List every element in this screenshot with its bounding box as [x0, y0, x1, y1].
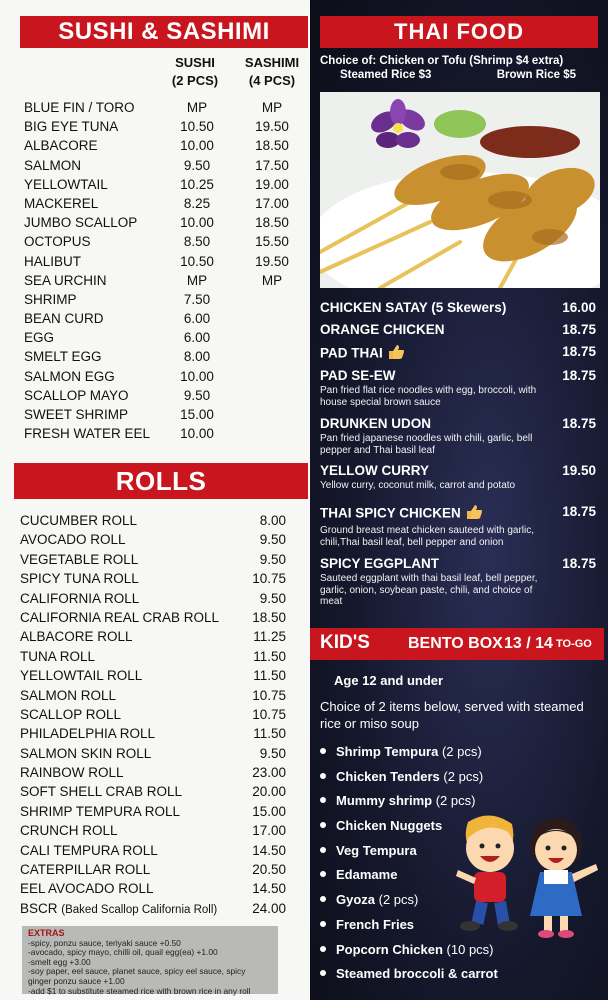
roll-item-row	[20, 880, 286, 899]
roll-name-wrap	[20, 552, 138, 567]
item-name: SWEET SHRIMP	[24, 407, 129, 422]
kids-item-name: Steamed broccoli & carrot	[336, 966, 498, 982]
sushi-price: 7.50	[183, 291, 211, 307]
thai-item-name	[320, 463, 596, 479]
roll-price: 17.00	[252, 823, 286, 839]
roll-name-wrap	[20, 804, 180, 819]
age-limit: Age 12 and under	[334, 673, 444, 688]
thai-item-label: DRUNKEN UDON	[320, 416, 431, 431]
roll-name: PHILADELPHIA ROLL	[20, 726, 156, 742]
roll-name: VEGETABLE ROLL	[20, 551, 139, 567]
thumbs-up-icon	[387, 344, 405, 364]
thai-item-label: CHICKEN SATAY (5 Skewers)	[320, 300, 507, 315]
kids-item-name: Shrimp Tempura	[336, 744, 439, 759]
sushi-item-row	[24, 195, 304, 214]
thai-menu-item	[320, 463, 596, 492]
sushi-price: 9.50	[183, 387, 211, 403]
sashimi-price: 18.50	[255, 215, 289, 231]
roll-subtitle: (Baked Scallop California Roll)	[61, 903, 218, 916]
item-name: BEAN CURD	[24, 311, 104, 327]
extras-box	[22, 926, 278, 994]
bullet-icon	[320, 748, 326, 754]
thai-item-name	[320, 368, 596, 384]
kids-item-name: Gyoza	[336, 892, 376, 908]
sushi-item-row	[24, 233, 304, 252]
sushi-header-pcs: (2 PCS)	[171, 73, 219, 88]
thai-item-description: Sauteed eggplant with thai basil leaf, bell pepper, garlic, onion, soybean paste, chili, and choice of meat	[320, 573, 538, 607]
brown-rice-price: Brown Rice $5	[496, 69, 576, 81]
thai-item-price: 19.50	[562, 463, 596, 478]
thai-item-name	[320, 344, 596, 364]
thai-item-description: Pan fried japanese noodles with chili, garlic, bell pepper and Thai basil leaf	[320, 433, 533, 456]
sushi-item-row	[24, 157, 304, 176]
roll-name-wrap	[20, 901, 217, 916]
roll-item-row	[20, 667, 286, 686]
sushi-item-row	[24, 348, 304, 367]
roll-item-row	[20, 531, 286, 550]
extras-lines	[28, 939, 272, 997]
roll-price: 18.50	[252, 609, 286, 625]
sushi-list	[24, 99, 304, 444]
item-name: MACKEREL	[24, 195, 99, 211]
roll-name-wrap	[20, 513, 137, 528]
sashimi-price: 15.50	[255, 234, 289, 250]
roll-name-wrap	[20, 784, 182, 799]
item-name: JUMBO SCALLOP	[24, 215, 138, 231]
sushi-item-row	[24, 291, 304, 310]
thai-item-description: Pan fried flat rice noodles with egg, broccoli, with house special brown sauce	[320, 385, 537, 408]
kids-item-qty: (2 pcs)	[435, 793, 476, 809]
thai-menu-item	[320, 344, 596, 364]
roll-name-wrap	[20, 843, 158, 858]
sushi-price: 10.25	[180, 176, 214, 192]
roll-name: SCALLOP ROLL	[20, 706, 122, 722]
roll-name-wrap	[20, 881, 154, 896]
roll-name: CATERPILLAR ROLL	[20, 862, 151, 878]
sushi-item-row	[24, 272, 304, 291]
sashimi-price: 17.50	[255, 157, 289, 173]
sashimi-price: 17.00	[255, 195, 289, 211]
sushi-sashimi-banner: SUSHI & SASHIMI	[20, 16, 308, 48]
sushi-price: 10.00	[180, 215, 214, 231]
kids-item-row	[320, 742, 520, 767]
kids-item-name-wrap	[336, 744, 482, 759]
thumbs-up-icon	[465, 504, 483, 524]
sushi-item-row	[24, 310, 304, 329]
item-name: SEA URCHIN	[24, 272, 107, 288]
roll-item-row	[20, 783, 286, 802]
roll-name: BSCR	[20, 900, 58, 916]
extras-line: -smelt egg +3.00	[28, 956, 91, 967]
roll-price: 20.50	[252, 862, 286, 878]
roll-name: TUNA ROLL	[20, 648, 96, 664]
thai-item-label: PAD THAI	[320, 345, 383, 361]
thai-item-label: THAI SPICY CHICKEN	[320, 505, 461, 521]
item-name: FRESH WATER EEL	[24, 426, 151, 442]
thai-item-price: 16.00	[562, 300, 596, 315]
thai-item-label: YELLOW CURRY	[320, 463, 429, 478]
thai-item-description: Ground breast meat chicken sauteed with garlic, chili,Thai basil leaf, bell pepper and onion	[320, 525, 534, 548]
roll-name: RAINBOW ROLL	[20, 765, 124, 781]
roll-name: CALIFORNIA REAL CRAB ROLL	[20, 609, 220, 625]
sashimi-price: 18.50	[255, 138, 289, 154]
roll-price: 9.50	[259, 532, 286, 548]
sushi-item-row	[24, 137, 304, 156]
thai-item-name	[320, 322, 596, 338]
item-name: YELLOWTAIL	[24, 176, 108, 192]
kids-item-row	[320, 767, 520, 792]
to-go-label: TO-GO	[556, 638, 592, 650]
protein-choice-text: Choice of: Chicken or Tofu (Shrimp $4 extra)	[320, 55, 564, 67]
kids-item-name-wrap	[336, 793, 475, 808]
thai-item-name	[320, 556, 596, 572]
roll-price: 14.50	[252, 881, 286, 897]
thai-item-price: 18.75	[562, 368, 596, 383]
bullet-icon	[320, 970, 326, 976]
roll-price: 11.50	[253, 726, 286, 742]
rolls-list	[20, 512, 286, 919]
sushi-price: 10.50	[180, 119, 214, 135]
sushi-price: MP	[186, 100, 208, 115]
item-name: HALIBUT	[24, 253, 82, 269]
sushi-item-row	[24, 118, 304, 137]
roll-item-row	[20, 842, 286, 861]
sushi-item-row	[24, 387, 304, 406]
kids-item-qty: (10 pcs)	[446, 941, 494, 957]
item-name: SMELT EGG	[24, 349, 102, 365]
roll-price: 10.75	[252, 571, 286, 587]
roll-item-row	[20, 590, 286, 609]
bullet-icon	[320, 946, 326, 952]
roll-name-wrap	[20, 610, 219, 625]
thai-menu-item	[320, 322, 596, 338]
roll-price: 20.00	[252, 784, 286, 800]
roll-item-row	[20, 648, 286, 667]
thai-item-price: 18.75	[562, 504, 596, 519]
bullet-icon	[320, 822, 326, 828]
thai-item-name	[320, 416, 596, 432]
sushi-item-row	[24, 406, 304, 425]
roll-name: SPICY TUNA ROLL	[20, 571, 139, 587]
bullet-icon	[320, 871, 326, 877]
sashimi-price: 19.50	[255, 253, 289, 269]
roll-price: 9.50	[259, 745, 286, 761]
roll-name-wrap	[20, 532, 126, 547]
roll-name: ALBACORE ROLL	[20, 629, 133, 645]
thai-item-label: PAD SE-EW	[320, 368, 396, 383]
sushi-item-row	[24, 99, 304, 118]
item-name: BIG EYE TUNA	[24, 119, 119, 135]
roll-price: 15.00	[252, 803, 286, 819]
roll-name-wrap	[20, 726, 155, 741]
roll-item-row	[20, 822, 286, 841]
sushi-price: 10.00	[180, 426, 214, 442]
kids-item-qty: (2 pcs)	[441, 744, 482, 759]
sushi-item-row	[24, 214, 304, 233]
kids-item-name-wrap	[336, 843, 417, 858]
bento-box-title: BENTO BOX	[408, 635, 503, 652]
rolls-banner: ROLLS	[14, 463, 308, 499]
kids-item-name: Mummy shrimp	[336, 793, 433, 809]
kids-item-qty: (2 pcs)	[443, 768, 484, 784]
kids-item-name-wrap	[336, 769, 483, 784]
roll-price: 9.50	[259, 590, 286, 606]
chicken-satay-photo	[320, 92, 600, 288]
extras-title: EXTRAS	[28, 928, 65, 938]
kids-item-name: Edamame	[336, 867, 398, 883]
roll-item-row	[20, 687, 286, 706]
kids-item-row	[320, 964, 520, 989]
kids-description: Choice of 2 items below, served with steamed rice or miso soup	[320, 699, 584, 731]
extras-line: -avocado, spicy mayo, chilli oil, quail egg(ea) +1.00	[28, 947, 218, 958]
thai-item-price: 18.75	[562, 556, 596, 571]
roll-item-row	[20, 609, 286, 628]
thai-menu-item	[320, 416, 596, 456]
item-name: SHRIMP	[24, 291, 77, 307]
roll-price: 10.75	[252, 706, 286, 722]
item-name: OCTOPUS	[24, 234, 91, 250]
kids-item-name-wrap	[336, 892, 418, 907]
roll-name-wrap	[20, 823, 118, 838]
roll-name-wrap	[20, 668, 142, 683]
roll-name: SHRIMP TEMPURA ROLL	[20, 803, 181, 819]
thai-item-price: 18.75	[562, 322, 596, 337]
sashimi-price: MP	[261, 100, 283, 115]
roll-name-wrap	[20, 629, 133, 644]
thai-menu-item	[320, 504, 596, 548]
kids-title: KID'S	[320, 632, 370, 653]
roll-price: 8.00	[259, 513, 286, 528]
kids-item-name-wrap	[336, 818, 442, 833]
roll-price: 24.00	[252, 900, 286, 916]
roll-item-row	[20, 861, 286, 880]
sashimi-price: 19.50	[255, 119, 289, 135]
thai-item-name	[320, 300, 596, 316]
roll-name: CUCUMBER ROLL	[20, 513, 138, 528]
roll-name-wrap	[20, 746, 151, 761]
bullet-icon	[320, 847, 326, 853]
sushi-item-row	[24, 368, 304, 387]
steamed-rice-price: Steamed Rice $3	[340, 69, 432, 81]
sushi-item-row	[24, 253, 304, 272]
roll-name: AVOCADO ROLL	[20, 532, 126, 548]
extras-line: ginger ponzu sauce +1.00	[28, 975, 125, 986]
roll-price: 10.75	[252, 687, 286, 703]
roll-price: 9.50	[259, 551, 286, 567]
sushi-price: 10.00	[180, 138, 214, 154]
roll-item-row	[20, 551, 286, 570]
thai-item-price: 18.75	[562, 416, 596, 431]
bullet-icon	[320, 773, 326, 779]
sushi-item-row	[24, 329, 304, 348]
sushi-header-label: SUSHI	[175, 55, 215, 70]
sushi-price: 6.00	[183, 311, 211, 327]
roll-name: SALMON SKIN ROLL	[20, 745, 152, 761]
roll-name: EEL AVOCADO ROLL	[20, 881, 154, 897]
thai-item-label: SPICY EGGPLANT	[320, 556, 440, 571]
item-name: BLUE FIN / TORO	[24, 100, 135, 115]
sashimi-column-header	[240, 54, 304, 90]
sushi-price: 15.00	[180, 407, 214, 422]
roll-item-row	[20, 745, 286, 764]
roll-price: 14.50	[252, 842, 286, 858]
roll-name-wrap	[20, 571, 139, 586]
sushi-price: 10.50	[180, 253, 214, 269]
sushi-price: 8.50	[183, 234, 211, 250]
item-name: SALMON	[24, 157, 82, 173]
kids-item-name-wrap	[336, 966, 498, 981]
roll-item-row	[20, 570, 286, 589]
thai-menu-item	[320, 368, 596, 408]
kids-item-name: French Fries	[336, 916, 415, 932]
sushi-price: 8.25	[183, 195, 211, 211]
thai-item-description: Yellow curry, coconut milk, carrot and potato	[320, 480, 516, 491]
roll-name-wrap	[20, 688, 116, 703]
bullet-icon	[320, 797, 326, 803]
roll-price: 11.25	[253, 629, 286, 645]
kids-item-name-wrap	[336, 867, 397, 882]
roll-item-row	[20, 900, 286, 919]
kids-item-name: Chicken Nuggets	[336, 818, 443, 834]
item-name: SALMON EGG	[24, 368, 115, 384]
extras-line: -spicy, ponzu sauce, teriyaki sauce +0.50	[28, 937, 181, 948]
sushi-column-header	[168, 54, 222, 90]
thai-menu-item	[320, 300, 596, 316]
sushi-item-row	[24, 176, 304, 195]
roll-price: 11.50	[253, 668, 286, 684]
roll-price: 11.50	[253, 648, 286, 664]
cartoon-kids-illustration	[450, 812, 600, 947]
kids-bento-banner	[310, 628, 604, 660]
roll-item-row	[20, 628, 286, 647]
kids-item-name: Popcorn Chicken	[336, 941, 443, 957]
sashimi-price: 19.00	[255, 176, 289, 192]
thai-food-banner: THAI FOOD	[320, 16, 598, 48]
roll-name: CRUNCH ROLL	[20, 823, 118, 839]
extras-line: -add $1 to substitute steamed rice with brown rice in any roll	[28, 985, 251, 996]
bullet-icon	[320, 896, 326, 902]
bento-price: 13 / 14	[504, 635, 553, 652]
roll-item-row	[20, 725, 286, 744]
thai-item-name	[320, 504, 596, 524]
sushi-price: MP	[186, 272, 208, 288]
roll-item-row	[20, 764, 286, 783]
roll-name: SALMON ROLL	[20, 687, 117, 703]
sushi-price: 10.00	[180, 368, 214, 384]
roll-name-wrap	[20, 862, 150, 877]
roll-name-wrap	[20, 591, 139, 606]
kids-item-name: Chicken Tenders	[336, 768, 440, 784]
kids-item-qty: (2 pcs)	[378, 892, 419, 908]
sashimi-header-pcs: (4 PCS)	[248, 73, 296, 88]
roll-price: 23.00	[252, 765, 286, 781]
roll-item-row	[20, 512, 286, 531]
item-name: EGG	[24, 330, 55, 346]
bullet-icon	[320, 921, 326, 927]
sashimi-price: MP	[261, 272, 283, 288]
item-name: SCALLOP MAYO	[24, 387, 129, 403]
sushi-price: 9.50	[183, 157, 211, 173]
sushi-price: 8.00	[183, 349, 211, 365]
thai-choice-info	[320, 54, 598, 82]
roll-name-wrap	[20, 707, 121, 722]
roll-name: CALIFORNIA ROLL	[20, 590, 140, 606]
sashimi-header-label: SASHIMI	[244, 55, 300, 70]
roll-item-row	[20, 706, 286, 725]
thai-item-label: ORANGE CHICKEN	[320, 322, 445, 337]
kids-item-name-wrap	[336, 917, 414, 932]
roll-name: CALI TEMPURA ROLL	[20, 842, 158, 858]
extras-line: -soy paper, eel sauce, planet sauce, spicy eel sauce, spicy	[28, 966, 246, 977]
roll-name: YELLOWTAIL ROLL	[20, 668, 143, 684]
thai-item-price: 18.75	[562, 344, 596, 359]
sushi-item-row	[24, 425, 304, 444]
item-name: ALBACORE	[24, 138, 98, 154]
roll-name: SOFT SHELL CRAB ROLL	[20, 784, 183, 800]
roll-item-row	[20, 803, 286, 822]
roll-name-wrap	[20, 765, 124, 780]
sushi-price: 6.00	[183, 330, 211, 346]
roll-name-wrap	[20, 649, 95, 664]
kids-item-name: Veg Tempura	[336, 842, 417, 858]
thai-menu-item	[320, 556, 596, 608]
